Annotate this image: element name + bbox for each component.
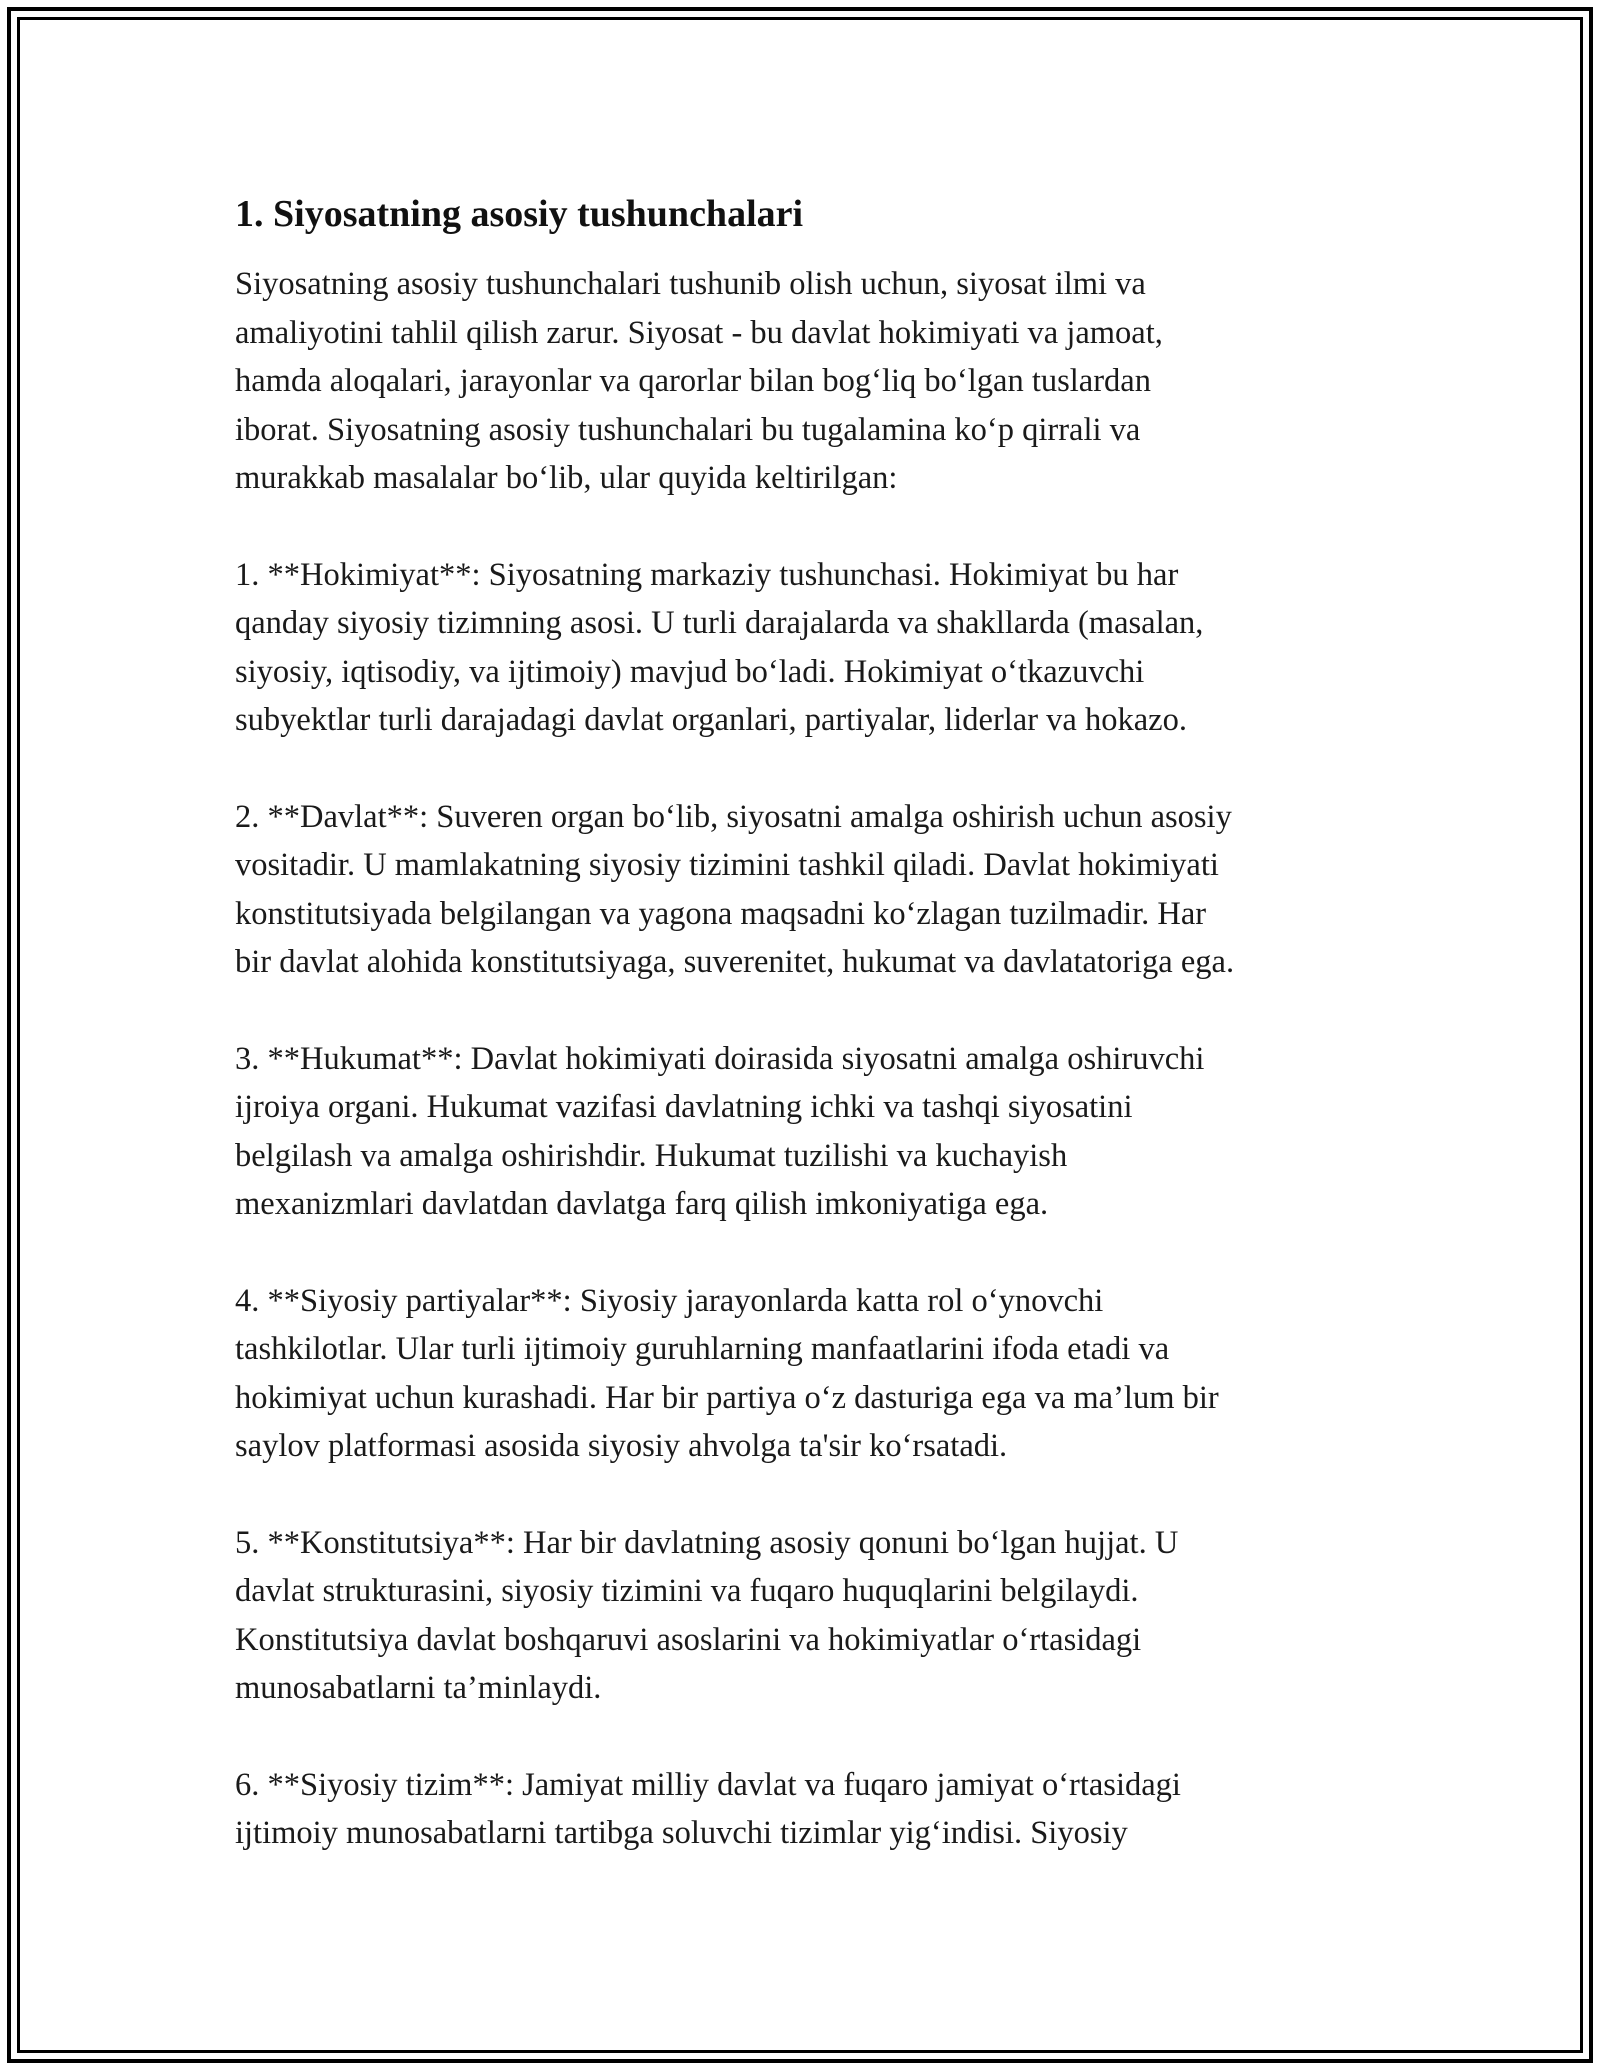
section-heading: 1. Siyosatning asosiy tushunchalari: [235, 193, 804, 235]
intro-paragraph: Siyosatning asosiy tushunchalari tushunib olish uchun, siyosat ilmi va amaliyotini tahlil qilish zarur. Siyosat - bu davlat hokimiyati va jamoat, hamda aloqalari, jarayonlar va qarorlar bilan bog‘liq bo‘lgan tuslardan iborat. Siyosatning asosiy tushunchalari bu tugalamina ko‘p qirrali va murakkab masalalar bo‘lib, ular quyida keltirilgan:: [235, 266, 1163, 496]
paragraph-siyosiy-tizim: 6. **Siyosiy tizim**: Jamiyat milliy davlat va fuqaro jamiyat o‘rtasidagi ijtimoiy munosabatlarni tartibga soluvchi tizimlar yig‘indisi. Siyosiy: [235, 1766, 1181, 1851]
paragraph-davlat: 2. **Davlat**: Suveren organ bo‘lib, siyosatni amalga oshirish uchun asosiy vositadir. U mamlakatning siyosiy tizimini tashkil qiladi. Davlat hokimiyati konstitutsiyada belgilangan va yagona maqsadni ko‘zlagan tuzilmadir. Har bir davlat alohida konstitutsiyaga, suverenitet, hukumat va davlatatoriga ega.: [235, 798, 1235, 980]
paragraph-siyosiy-partiyalar: 4. **Siyosiy partiyalar**: Siyosiy jarayonlarda katta rol o‘ynovchi tashkilotlar. Ular turli ijtimoiy guruhlarning manfaatlarini ifoda etadi va hokimiyat uchun kurashadi. Har bir partiya o‘z dasturiga ega va ma’lum bir saylov platformasi asosida siyosiy ahvolga ta'sir ko‘rsatadi.: [235, 1282, 1219, 1464]
paragraph-konstitutsiya: 5. **Konstitutsiya**: Har bir davlatning asosiy qonuni bo‘lgan hujjat. U davlat strukturasini, siyosiy tizimini va fuqaro huquqlarini belgilaydi. Konstitutsiya davlat boshqaruvi asoslarini va hokimiyatlar o‘rtasidagi munosabatlarni ta’minlaydi.: [235, 1524, 1179, 1706]
paragraph-hukumat: 3. **Hukumat**: Davlat hokimiyati doirasida siyosatni amalga oshiruvchi ijroiya organi. Hukumat vazifasi davlatning ichki va tashqi siyosatini belgilash va amalga oshirishdir. Hukumat tuzilishi va kuchayish mexanizmlari davlatdan davlatga farq qilish imkoniyatiga ega.: [235, 1040, 1205, 1222]
paragraph-hokimiyat: 1. **Hokimiyat**: Siyosatning markaziy tushunchasi. Hokimiyat bu har qanday siyosiy tizimning asosi. U turli darajalarda va shakllarda (masalan, siyosiy, iqtisodiy, va ijtimoiy) mavjud bo‘ladi. Hokimiyat o‘tkazuvchi subyektlar turli darajadagi davlat organlari, partiyalar, liderlar va hokazo.: [235, 556, 1204, 738]
document-page: [235, 185, 1370, 1906]
